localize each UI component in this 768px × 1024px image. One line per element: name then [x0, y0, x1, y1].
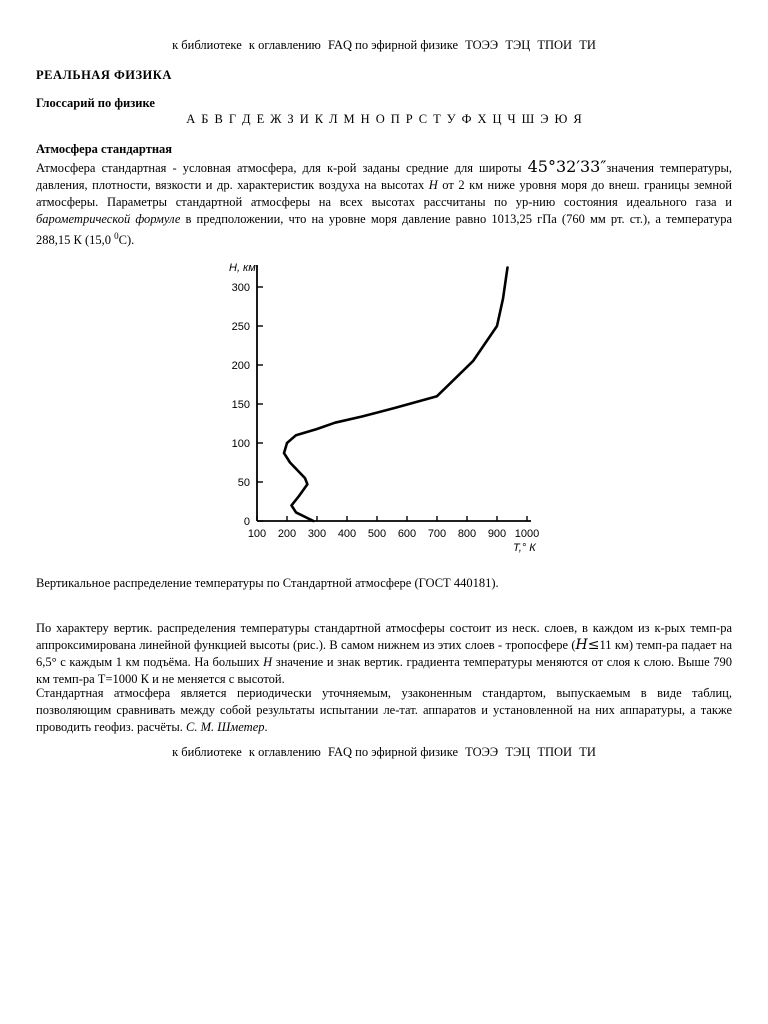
y-tick-label: 250	[231, 321, 250, 333]
top-nav	[0, 38, 768, 53]
nav-contents-link[interactable]: к оглавлению	[248, 38, 321, 52]
alphabet-letter[interactable]: Ш	[521, 112, 535, 126]
temperature-curve	[284, 268, 508, 522]
x-tick-label: 600	[397, 528, 417, 540]
nav-toee-link[interactable]: ТОЭЭ	[465, 38, 499, 52]
y-tick-label: 200	[231, 360, 250, 372]
alphabet-letter[interactable]: И	[299, 112, 309, 126]
alphabet-letter[interactable]: Я	[573, 112, 582, 126]
x-ticks	[248, 516, 539, 540]
x-tick-label: 500	[367, 528, 387, 540]
alphabet-letter[interactable]: Е	[256, 112, 265, 126]
alphabet-letter[interactable]: Н	[360, 112, 370, 126]
alphabet-letter[interactable]: Т	[433, 112, 441, 126]
definition-paragraph: Атмосфера стандартная - условная атмосфера, для к-рой заданы средние для широты 45°32′33″значения температуры, давления, плотности, вязкости и др. характеристик воздуха на высотах H от 2 км ниже уровня моря до внеш. границы земной атмосферы. Параметры стандартной атмосферы на всех высотах рассчитаны по ур-нию состояния идеального газа и барометрической формуле в предположении, что на уровне моря давление равно 1013,25 гПа (760 мм рт. ст.), а температура 288,15 К (15,0 $^0$С).	[36, 157, 732, 248]
bottom-nav	[0, 745, 768, 760]
alphabet-letter[interactable]: Ф	[461, 112, 472, 126]
y-tick-label: 0	[243, 516, 250, 528]
nav-tec-link[interactable]: ТЭЦ	[505, 745, 531, 759]
alphabet-letter[interactable]: Б	[201, 112, 209, 126]
chart-axes	[257, 265, 531, 521]
x-tick-label: 400	[337, 528, 357, 540]
alphabet-letter[interactable]: А	[186, 112, 196, 126]
nav-library-link[interactable]: к библиотеке	[172, 745, 242, 759]
alphabet-letter[interactable]: Р	[405, 112, 413, 126]
x-tick-label: 1000	[514, 528, 540, 540]
alphabet-letter[interactable]: Ю	[554, 112, 568, 126]
y-axis-label: H, км	[229, 262, 256, 274]
alphabet-letter[interactable]: З	[287, 112, 294, 126]
alphabet-letter[interactable]: У	[446, 112, 456, 126]
alphabet-letter[interactable]: Э	[540, 112, 549, 126]
term-title: Атмосфера стандартная	[36, 142, 173, 156]
nav-toee-link[interactable]: ТОЭЭ	[465, 745, 499, 759]
nav-ti-link[interactable]: ТИ	[579, 38, 596, 52]
alphabet-letter[interactable]: Ж	[270, 112, 282, 126]
nav-faq-link[interactable]: FAQ по эфирной физике	[327, 38, 459, 52]
alphabet-letter[interactable]: Л	[329, 112, 338, 126]
barometric-formula-link: барометрической формуле	[36, 212, 181, 226]
nav-ti-link[interactable]: ТИ	[579, 745, 596, 759]
standard-paragraph: Стандартная атмосфера является периодически уточняемым, узаконенным стандартом, выпускаемым в виде таблиц, позволяющим сравнивать между собой результаты испытании ле-тат. аппаратов и установленной на них аппаратуры, а также проводить геофиз. расчёты. С. М. Шметер.	[36, 686, 732, 734]
glossary-heading: Глоссарий по физике	[36, 96, 155, 110]
x-axis-label: T,° К	[513, 542, 536, 554]
nav-tec-link[interactable]: ТЭЦ	[505, 38, 531, 52]
nav-tpoi-link[interactable]: ТПОИ	[537, 38, 573, 52]
alphabet-index	[0, 112, 768, 127]
x-tick-label: 300	[307, 528, 327, 540]
height-inequality-formula: H≤	[575, 637, 600, 653]
nav-contents-link[interactable]: к оглавлению	[248, 745, 321, 759]
x-tick-label: 200	[277, 528, 297, 540]
nav-faq-link[interactable]: FAQ по эфирной физике	[327, 745, 459, 759]
x-tick-label: 100	[247, 528, 267, 540]
x-tick-label: 800	[457, 528, 477, 540]
alphabet-letter[interactable]: Ц	[492, 112, 502, 126]
y-tick-label: 150	[231, 399, 250, 411]
alphabet-letter[interactable]: Х	[477, 112, 487, 126]
latitude-formula: 45°32′33″	[527, 157, 607, 176]
alphabet-letter[interactable]: В	[214, 112, 223, 126]
alphabet-letter[interactable]: О	[375, 112, 385, 126]
author-name: С. М. Шметер	[186, 720, 265, 734]
y-tick-label: 50	[237, 477, 250, 489]
nav-tpoi-link[interactable]: ТПОИ	[537, 745, 573, 759]
layers-paragraph: По характеру вертик. распределения температуры стандартной атмосферы состоит из неск. слоев, в каждом из к-рых темп-ра аппроксимирована линейной функцией высоты (рис.). В самом нижнем из этих слоев - тропосфере (H≤11 км) темп-ра падает на 6,5° с каждым 1 км подъёма. На больших H значение и знак вертик. градиента температуры меняются от слоя к слою. Выше 790 км темп-ра Т=1000 К и не меняется с высотой.	[36, 621, 732, 686]
temperature-profile-chart	[215, 255, 545, 555]
chart-caption: Вертикальное распределение температуры по Стандартной атмосфере (ГОСТ 440181).	[36, 576, 499, 590]
alphabet-letter[interactable]: М	[343, 112, 355, 126]
alphabet-letter[interactable]: П	[390, 112, 400, 126]
page-title: РЕАЛЬНАЯ ФИЗИКА	[36, 68, 172, 82]
alphabet-letter[interactable]: С	[418, 112, 428, 126]
alphabet-letter[interactable]: Ч	[507, 112, 516, 126]
y-ticks	[232, 282, 263, 528]
alphabet-letter[interactable]: К	[314, 112, 324, 126]
x-tick-label: 900	[487, 528, 507, 540]
y-tick-label: 100	[231, 438, 250, 450]
alphabet-letter[interactable]: Г	[228, 112, 237, 126]
nav-library-link[interactable]: к библиотеке	[172, 38, 242, 52]
x-tick-label: 700	[427, 528, 447, 540]
y-tick-label: 300	[231, 282, 250, 294]
alphabet-letter[interactable]: Д	[242, 112, 251, 126]
